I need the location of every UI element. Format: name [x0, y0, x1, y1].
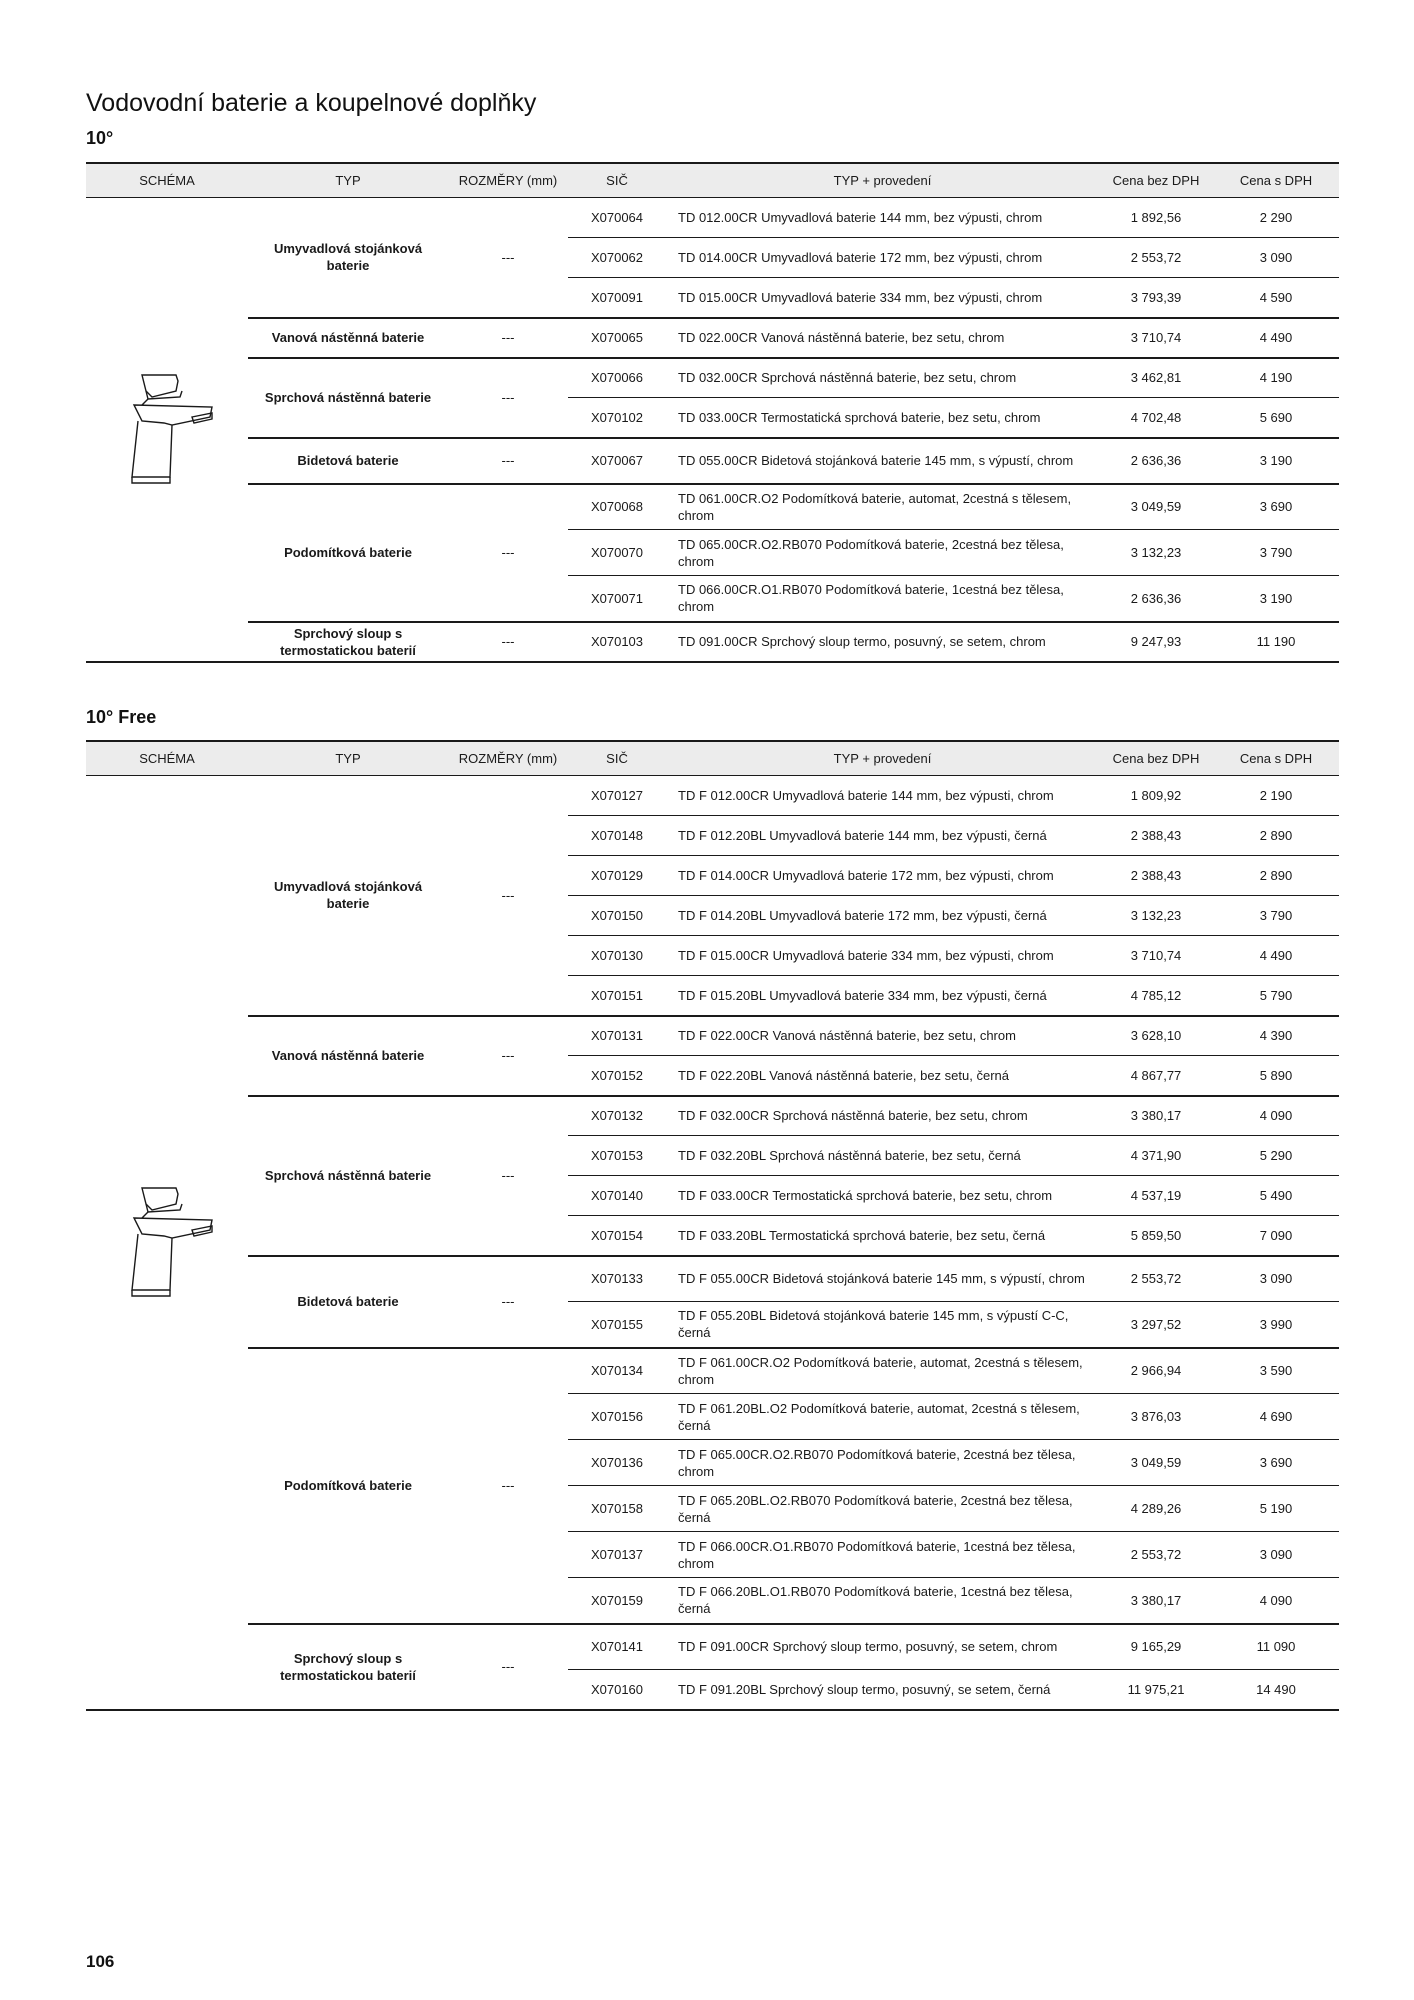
type-cell: Bidetová baterie [248, 438, 448, 484]
sic-code-cell: X070136 [568, 1440, 666, 1486]
sic-code-cell: X070150 [568, 896, 666, 936]
header-typ: TYP [248, 741, 448, 776]
price-net-cell: 3 876,03 [1099, 1394, 1213, 1440]
price-net-cell: 4 785,12 [1099, 976, 1213, 1016]
price-gross-cell: 2 890 [1213, 856, 1339, 896]
sic-code-cell: X070066 [568, 358, 666, 398]
price-net-cell: 11 975,21 [1099, 1670, 1213, 1710]
price-net-cell: 3 132,23 [1099, 896, 1213, 936]
price-gross-cell: 11 090 [1213, 1624, 1339, 1670]
header-sic: SIČ [568, 741, 666, 776]
dimensions-cell: --- [448, 776, 568, 1016]
dimensions-cell: --- [448, 358, 568, 438]
price-gross-cell: 4 490 [1213, 318, 1339, 358]
description-cell: TD 033.00CR Termostatická sprchová baterie, bez setu, chrom [666, 398, 1099, 438]
sic-code-cell: X070148 [568, 816, 666, 856]
header-gross-price: Cena s DPH [1213, 741, 1339, 776]
table-row [86, 484, 1339, 530]
price-gross-cell: 4 590 [1213, 278, 1339, 318]
type-cell: Vanová nástěnná baterie [248, 318, 448, 358]
dimensions-cell: --- [448, 1348, 568, 1624]
description-cell: TD 032.00CR Sprchová nástěnná baterie, bez setu, chrom [666, 358, 1099, 398]
dimensions-cell: --- [448, 318, 568, 358]
price-net-cell: 3 793,39 [1099, 278, 1213, 318]
dimensions-cell: --- [448, 438, 568, 484]
sic-code-cell: X070154 [568, 1216, 666, 1256]
faucet-icon [112, 1180, 222, 1304]
description-cell: TD F 022.20BL Vanová nástěnná baterie, bez setu, černá [666, 1056, 1099, 1096]
sic-code-cell: X070152 [568, 1056, 666, 1096]
price-gross-cell: 3 790 [1213, 896, 1339, 936]
header-schema: SCHÉMA [86, 163, 248, 198]
description-cell: TD F 065.00CR.O2.RB070 Podomítková baterie, 2cestná bez tělesa, chrom [666, 1440, 1099, 1486]
sic-code-cell: X070133 [568, 1256, 666, 1302]
price-gross-cell: 3 690 [1213, 1440, 1339, 1486]
header-net-price: Cena bez DPH [1099, 163, 1213, 198]
type-cell: Podomítková baterie [248, 1348, 448, 1624]
price-net-cell: 1 892,56 [1099, 198, 1213, 238]
price-net-cell: 3 132,23 [1099, 530, 1213, 576]
price-gross-cell: 3 590 [1213, 1348, 1339, 1394]
price-table-10 [86, 162, 1339, 663]
description-cell: TD F 014.20BL Umyvadlová baterie 172 mm, bez výpusti, černá [666, 896, 1099, 936]
description-cell: TD F 065.20BL.O2.RB070 Podomítková baterie, 2cestná bez tělesa, černá [666, 1486, 1099, 1532]
type-cell: Sprchová nástěnná baterie [248, 1096, 448, 1256]
sic-code-cell: X070155 [568, 1302, 666, 1348]
price-table-10-free [86, 740, 1339, 1711]
price-gross-cell: 3 090 [1213, 238, 1339, 278]
page-number: 106 [86, 1952, 115, 1971]
table-row [86, 1348, 1339, 1394]
dimensions-cell: --- [448, 1096, 568, 1256]
table-row [86, 358, 1339, 398]
sic-code-cell: X070091 [568, 278, 666, 318]
price-gross-cell: 3 190 [1213, 438, 1339, 484]
price-gross-cell: 3 090 [1213, 1256, 1339, 1302]
sic-code-cell: X070068 [568, 484, 666, 530]
sic-code-cell: X070156 [568, 1394, 666, 1440]
price-net-cell: 3 049,59 [1099, 1440, 1213, 1486]
sic-code-cell: X070127 [568, 776, 666, 816]
schema-cell [86, 776, 248, 1710]
description-cell: TD F 061.20BL.O2 Podomítková baterie, automat, 2cestná s tělesem, černá [666, 1394, 1099, 1440]
sic-code-cell: X070132 [568, 1096, 666, 1136]
header-sic: SIČ [568, 163, 666, 198]
price-gross-cell: 14 490 [1213, 1670, 1339, 1710]
price-gross-cell: 4 690 [1213, 1394, 1339, 1440]
description-cell: TD 014.00CR Umyvadlová baterie 172 mm, bez výpusti, chrom [666, 238, 1099, 278]
price-gross-cell: 5 690 [1213, 398, 1339, 438]
price-gross-cell: 3 090 [1213, 1532, 1339, 1578]
type-cell: Podomítková baterie [248, 484, 448, 622]
sic-code-cell: X070129 [568, 856, 666, 896]
sic-code-cell: X070159 [568, 1578, 666, 1624]
description-cell: TD 015.00CR Umyvadlová baterie 334 mm, bez výpusti, chrom [666, 278, 1099, 318]
price-gross-cell: 5 190 [1213, 1486, 1339, 1532]
description-cell: TD 066.00CR.O1.RB070 Podomítková baterie, 1cestná bez tělesa, chrom [666, 576, 1099, 622]
description-cell: TD 061.00CR.O2 Podomítková baterie, automat, 2cestná s tělesem, chrom [666, 484, 1099, 530]
sic-code-cell: X070103 [568, 622, 666, 662]
price-net-cell: 1 809,92 [1099, 776, 1213, 816]
sic-code-cell: X070130 [568, 936, 666, 976]
description-cell: TD F 055.20BL Bidetová stojánková baterie 145 mm, s výpustí C-C, černá [666, 1302, 1099, 1348]
table-row [86, 622, 1339, 662]
type-cell: Vanová nástěnná baterie [248, 1016, 448, 1096]
description-cell: TD F 066.00CR.O1.RB070 Podomítková baterie, 1cestná bez tělesa, chrom [666, 1532, 1099, 1578]
description-cell: TD 055.00CR Bidetová stojánková baterie 145 mm, s výpustí, chrom [666, 438, 1099, 484]
description-cell: TD F 055.00CR Bidetová stojánková baterie 145 mm, s výpustí, chrom [666, 1256, 1099, 1302]
description-cell: TD F 033.20BL Termostatická sprchová baterie, bez setu, černá [666, 1216, 1099, 1256]
faucet-icon [112, 367, 222, 491]
table-row [86, 1624, 1339, 1670]
price-net-cell: 2 636,36 [1099, 438, 1213, 484]
price-net-cell: 3 049,59 [1099, 484, 1213, 530]
sic-code-cell: X070140 [568, 1176, 666, 1216]
sic-code-cell: X070102 [568, 398, 666, 438]
price-gross-cell: 2 890 [1213, 816, 1339, 856]
price-net-cell: 3 628,10 [1099, 1016, 1213, 1056]
description-cell: TD 022.00CR Vanová nástěnná baterie, bez setu, chrom [666, 318, 1099, 358]
price-gross-cell: 3 790 [1213, 530, 1339, 576]
dimensions-cell: --- [448, 1624, 568, 1710]
description-cell: TD 012.00CR Umyvadlová baterie 144 mm, bez výpusti, chrom [666, 198, 1099, 238]
price-gross-cell: 2 190 [1213, 776, 1339, 816]
description-cell: TD F 014.00CR Umyvadlová baterie 172 mm, bez výpusti, chrom [666, 856, 1099, 896]
description-cell: TD F 022.00CR Vanová nástěnná baterie, bez setu, chrom [666, 1016, 1099, 1056]
description-cell: TD F 033.00CR Termostatická sprchová baterie, bez setu, chrom [666, 1176, 1099, 1216]
sic-code-cell: X070064 [568, 198, 666, 238]
header-typ: TYP [248, 163, 448, 198]
description-cell: TD 091.00CR Sprchový sloup termo, posuvný, se setem, chrom [666, 622, 1099, 662]
type-cell: Sprchová nástěnná baterie [248, 358, 448, 438]
price-net-cell: 4 371,90 [1099, 1136, 1213, 1176]
table-row [86, 1256, 1339, 1302]
price-gross-cell: 11 190 [1213, 622, 1339, 662]
header-schema: SCHÉMA [86, 741, 248, 776]
type-cell: Umyvadlová stojánková baterie [248, 776, 448, 1016]
sic-code-cell: X070071 [568, 576, 666, 622]
header-gross-price: Cena s DPH [1213, 163, 1339, 198]
dimensions-cell: --- [448, 1016, 568, 1096]
price-net-cell: 4 867,77 [1099, 1056, 1213, 1096]
sic-code-cell: X070151 [568, 976, 666, 1016]
table-row [86, 438, 1339, 484]
dimensions-cell: --- [448, 622, 568, 662]
price-net-cell: 2 553,72 [1099, 238, 1213, 278]
schema-cell [86, 198, 248, 662]
table-row [86, 1096, 1339, 1136]
price-net-cell: 3 710,74 [1099, 318, 1213, 358]
description-cell: TD F 091.00CR Sprchový sloup termo, posuvný, se setem, chrom [666, 1624, 1099, 1670]
price-gross-cell: 7 090 [1213, 1216, 1339, 1256]
header-rozmery: ROZMĚRY (mm) [448, 163, 568, 198]
type-cell: Sprchový sloup s termostatickou baterií [248, 622, 448, 662]
price-gross-cell: 3 690 [1213, 484, 1339, 530]
price-net-cell: 2 388,43 [1099, 816, 1213, 856]
price-gross-cell: 4 390 [1213, 1016, 1339, 1056]
table-row [86, 1016, 1339, 1056]
sic-code-cell: X070134 [568, 1348, 666, 1394]
price-net-cell: 2 553,72 [1099, 1532, 1213, 1578]
header-desc: TYP + provedení [666, 163, 1099, 198]
header-rozmery: ROZMĚRY (mm) [448, 741, 568, 776]
price-net-cell: 2 636,36 [1099, 576, 1213, 622]
section-title-10: 10° [86, 128, 114, 148]
sic-code-cell: X070062 [568, 238, 666, 278]
table-header-row [86, 741, 1339, 776]
price-gross-cell: 4 090 [1213, 1096, 1339, 1136]
description-cell: TD F 012.00CR Umyvadlová baterie 144 mm, bez výpusti, chrom [666, 776, 1099, 816]
sic-code-cell: X070067 [568, 438, 666, 484]
type-cell: Bidetová baterie [248, 1256, 448, 1348]
dimensions-cell: --- [448, 1256, 568, 1348]
sic-code-cell: X070158 [568, 1486, 666, 1532]
sic-code-cell: X070065 [568, 318, 666, 358]
price-gross-cell: 5 490 [1213, 1176, 1339, 1216]
price-gross-cell: 5 790 [1213, 976, 1339, 1016]
price-gross-cell: 4 190 [1213, 358, 1339, 398]
sic-code-cell: X070070 [568, 530, 666, 576]
price-net-cell: 3 710,74 [1099, 936, 1213, 976]
price-gross-cell: 5 290 [1213, 1136, 1339, 1176]
price-net-cell: 3 380,17 [1099, 1578, 1213, 1624]
price-net-cell: 2 553,72 [1099, 1256, 1213, 1302]
header-desc: TYP + provedení [666, 741, 1099, 776]
description-cell: TD F 032.20BL Sprchová nástěnná baterie, bez setu, černá [666, 1136, 1099, 1176]
price-net-cell: 9 247,93 [1099, 622, 1213, 662]
type-cell: Umyvadlová stojánková baterie [248, 198, 448, 318]
price-gross-cell: 4 490 [1213, 936, 1339, 976]
sic-code-cell: X070141 [568, 1624, 666, 1670]
dimensions-cell: --- [448, 484, 568, 622]
sic-code-cell: X070153 [568, 1136, 666, 1176]
price-net-cell: 9 165,29 [1099, 1624, 1213, 1670]
description-cell: TD 065.00CR.O2.RB070 Podomítková baterie, 2cestná bez tělesa, chrom [666, 530, 1099, 576]
price-net-cell: 3 462,81 [1099, 358, 1213, 398]
page-title: Vodovodní baterie a koupelnové doplňky [86, 88, 537, 117]
description-cell: TD F 091.20BL Sprchový sloup termo, posuvný, se setem, černá [666, 1670, 1099, 1710]
description-cell: TD F 032.00CR Sprchová nástěnná baterie, bez setu, chrom [666, 1096, 1099, 1136]
price-net-cell: 3 380,17 [1099, 1096, 1213, 1136]
price-gross-cell: 5 890 [1213, 1056, 1339, 1096]
price-net-cell: 3 297,52 [1099, 1302, 1213, 1348]
price-gross-cell: 2 290 [1213, 198, 1339, 238]
dimensions-cell: --- [448, 198, 568, 318]
description-cell: TD F 015.20BL Umyvadlová baterie 334 mm, bez výpusti, černá [666, 976, 1099, 1016]
table-row [86, 776, 1339, 816]
price-net-cell: 5 859,50 [1099, 1216, 1213, 1256]
sic-code-cell: X070137 [568, 1532, 666, 1578]
type-cell: Sprchový sloup s termostatickou baterií [248, 1624, 448, 1710]
price-net-cell: 2 966,94 [1099, 1348, 1213, 1394]
table-row [86, 318, 1339, 358]
section-title-10-free: 10° Free [86, 707, 157, 727]
description-cell: TD F 012.20BL Umyvadlová baterie 144 mm, bez výpusti, černá [666, 816, 1099, 856]
price-gross-cell: 3 190 [1213, 576, 1339, 622]
price-net-cell: 4 289,26 [1099, 1486, 1213, 1532]
price-gross-cell: 4 090 [1213, 1578, 1339, 1624]
price-gross-cell: 3 990 [1213, 1302, 1339, 1348]
price-net-cell: 4 702,48 [1099, 398, 1213, 438]
price-net-cell: 2 388,43 [1099, 856, 1213, 896]
description-cell: TD F 015.00CR Umyvadlová baterie 334 mm, bez výpusti, chrom [666, 936, 1099, 976]
sic-code-cell: X070160 [568, 1670, 666, 1710]
sic-code-cell: X070131 [568, 1016, 666, 1056]
description-cell: TD F 061.00CR.O2 Podomítková baterie, automat, 2cestná s tělesem, chrom [666, 1348, 1099, 1394]
header-net-price: Cena bez DPH [1099, 741, 1213, 776]
price-net-cell: 4 537,19 [1099, 1176, 1213, 1216]
table-header-row [86, 163, 1339, 198]
table-row [86, 198, 1339, 238]
description-cell: TD F 066.20BL.O1.RB070 Podomítková baterie, 1cestná bez tělesa, černá [666, 1578, 1099, 1624]
